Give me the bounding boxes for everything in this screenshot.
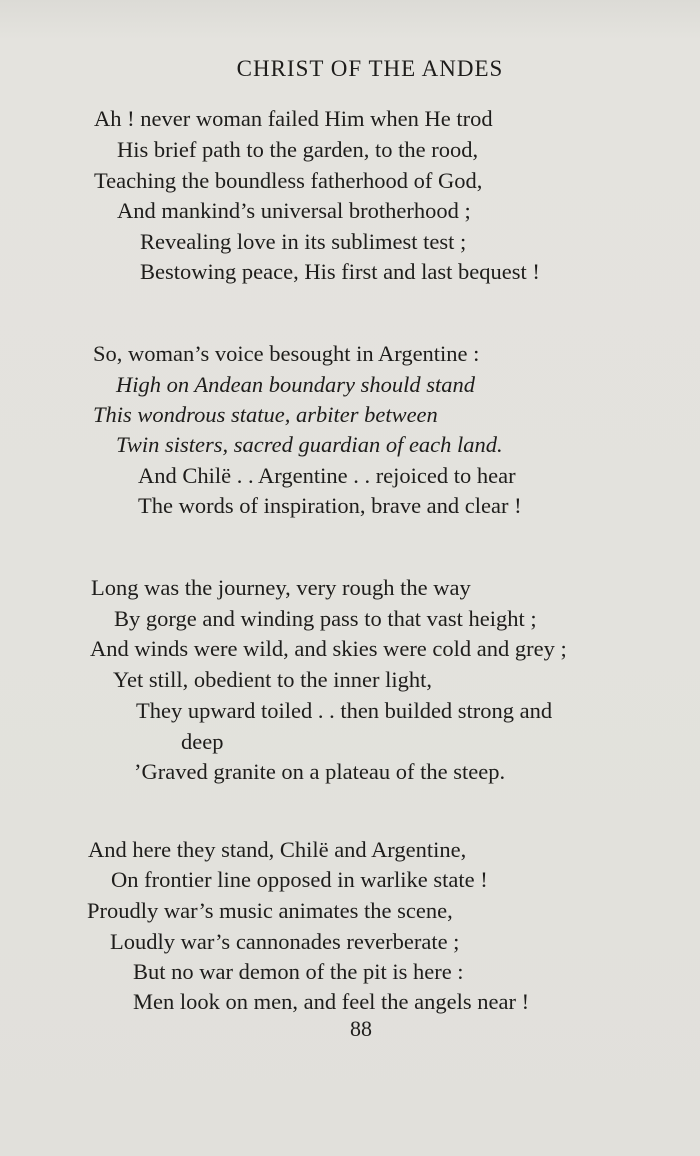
page-number: 88 <box>350 1016 372 1041</box>
poem-line: On frontier line opposed in warlike state ! <box>111 867 488 892</box>
poem-line: Proudly war’s music animates the scene, <box>87 898 453 923</box>
poem-line: But no war demon of the pit is here : <box>133 959 464 984</box>
poem-line: By gorge and winding pass to that vast height ; <box>114 606 537 631</box>
poem-line: So, woman’s voice besought in Argentine : <box>93 341 480 366</box>
poem-line: Revealing love in its sublimest test ; <box>140 229 467 254</box>
poem-line: His brief path to the garden, to the rood, <box>117 137 479 162</box>
poem-line: And winds were wild, and skies were cold and grey ; <box>90 636 567 661</box>
poem-line: This wondrous statue, arbiter between <box>93 402 438 427</box>
poem-line: Ah ! never woman failed Him when He trod <box>94 106 493 131</box>
poem-line: And Chilë . . Argentine . . rejoiced to hear <box>138 463 516 488</box>
poem-line: And mankind’s universal brotherhood ; <box>117 198 471 223</box>
poem-line: Loudly war’s cannonades reverberate ; <box>110 929 460 954</box>
poem-line: ’Graved granite on a plateau of the steep. <box>134 759 506 784</box>
poem-line: The words of inspiration, brave and clear ! <box>138 493 522 518</box>
poem-line: Bestowing peace, His first and last bequest ! <box>140 259 540 284</box>
poem-line: Teaching the boundless fatherhood of God, <box>94 168 483 193</box>
page-title: CHRIST OF THE ANDES <box>236 56 504 81</box>
poem-line: Men look on men, and feel the angels near ! <box>133 989 530 1014</box>
poem-line: Yet still, obedient to the inner light, <box>113 667 432 692</box>
poem-line: Twin sisters, sacred guardian of each land. <box>116 432 503 457</box>
poem-line: deep <box>181 729 224 754</box>
poem-line: Long was the journey, very rough the way <box>91 575 471 600</box>
poem-line: They upward toiled . . then builded strong and <box>136 698 553 723</box>
poem-line: And here they stand, Chilë and Argentine, <box>88 837 467 862</box>
poem-line: High on Andean boundary should stand <box>116 372 475 397</box>
